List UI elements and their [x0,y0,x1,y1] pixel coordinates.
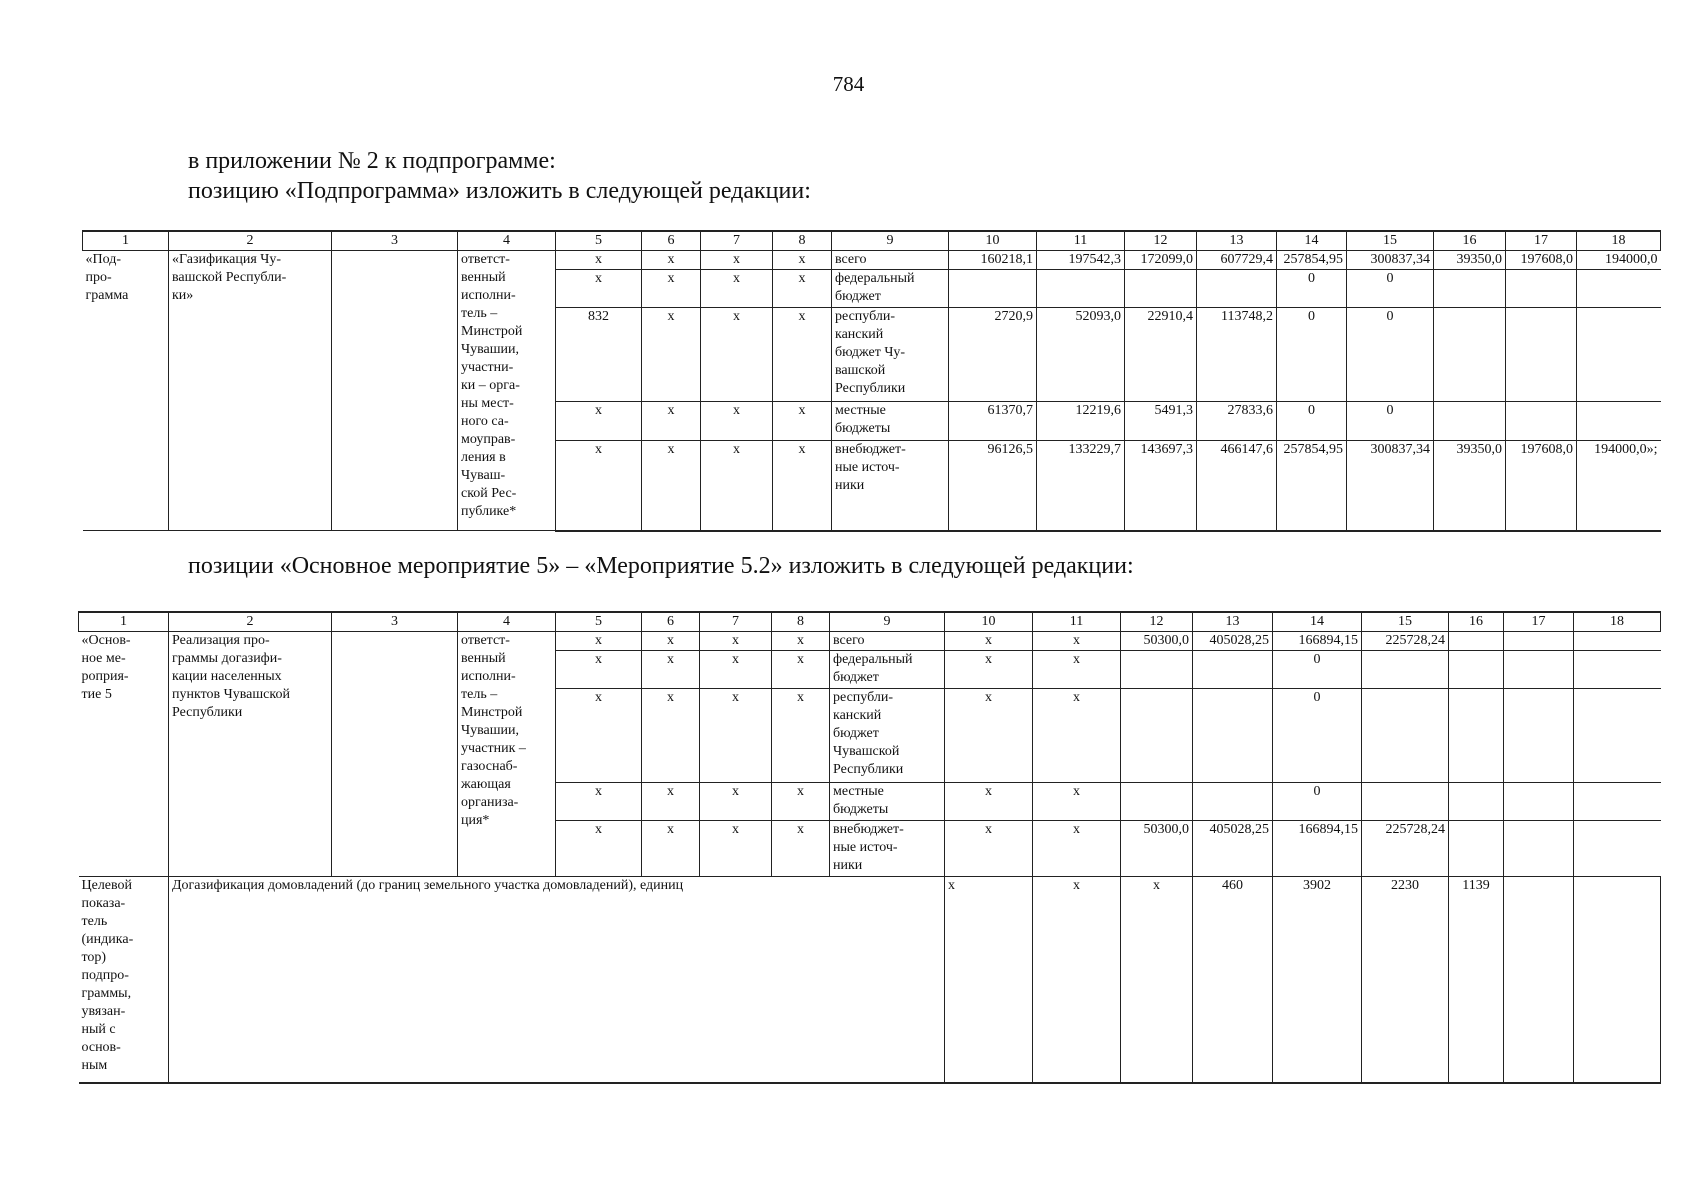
amount-cell [1362,651,1449,689]
amount-cell: x [945,689,1033,783]
funding-source: всего [830,632,945,651]
amount-cell: 166894,15 [1273,821,1362,877]
amount-cell: 194000,0 [1577,251,1661,270]
indicator-value: x [1033,877,1121,1083]
amount-cell: 96126,5 [949,441,1037,531]
vr-code: x [773,251,832,270]
csr-code: x [700,632,772,651]
rz-pr-code: x [642,689,700,783]
amount-cell: 257854,95 [1277,441,1347,531]
grbs-code: x [556,441,642,531]
indicator-value [1504,877,1574,1083]
empty-cell [332,251,458,531]
amount-cell [1449,821,1504,877]
amount-cell [1362,689,1449,783]
amount-cell [1577,270,1661,308]
rz-pr-code: x [642,441,701,531]
column-number: 1 [83,231,169,251]
amount-cell [1504,632,1574,651]
amount-cell: 27833,6 [1197,402,1277,441]
grbs-code: x [556,251,642,270]
rz-pr-code: x [642,402,701,441]
amount-cell: 0 [1347,402,1434,441]
amount-cell: 61370,7 [949,402,1037,441]
funding-source: местные бюджеты [832,402,949,441]
csr-code: x [700,821,772,877]
rz-pr-code: x [642,821,700,877]
amount-cell [1504,821,1574,877]
column-number: 12 [1125,231,1197,251]
heading-subprogram-position: позицию «Подпрограмма» изложить в следующей редакции: [188,178,811,204]
amount-cell [1449,632,1504,651]
amount-cell: 0 [1273,689,1362,783]
amount-cell: 405028,25 [1193,821,1273,877]
indicator-value: x [1121,877,1193,1083]
amount-cell: 0 [1273,651,1362,689]
funding-source: республи- канский бюджет Чувашской Республики [830,689,945,783]
amount-cell [1574,651,1661,689]
column-number: 18 [1577,231,1661,251]
column-number: 14 [1273,612,1362,632]
main-activity-table [78,611,1661,1084]
column-number: 18 [1574,612,1661,632]
grbs-code: x [556,402,642,441]
column-number: 6 [642,231,701,251]
amount-cell: x [1033,689,1121,783]
amount-cell [1434,402,1506,441]
column-number: 3 [332,231,458,251]
amount-cell: x [1033,651,1121,689]
amount-cell: 133229,7 [1037,441,1125,531]
column-number: 2 [169,231,332,251]
amount-cell: x [945,632,1033,651]
table-header-row [79,612,1661,632]
vr-code: x [772,689,830,783]
responsible-executor: ответст- венный исполни- тель – Минстрой Чувашии, участник – газоснаб- жающая организа- ция* [458,632,556,877]
amount-cell [1125,270,1197,308]
subprogram-name: «Газификация Чу- вашской Республи- ки» [169,251,332,531]
amount-cell: 113748,2 [1197,308,1277,402]
indicator-value: 2230 [1362,877,1449,1083]
vr-code: x [772,821,830,877]
funding-source: федеральный бюджет [830,651,945,689]
amount-cell [1037,270,1125,308]
column-number: 4 [458,612,556,632]
amount-cell [1434,270,1506,308]
amount-cell [1193,689,1273,783]
heading-appendix: в приложении № 2 к подпрограмме: [188,148,556,174]
column-number: 1 [79,612,169,632]
grbs-code: x [556,651,642,689]
grbs-code: x [556,821,642,877]
column-number: 7 [700,612,772,632]
column-number: 9 [832,231,949,251]
vr-code: x [772,632,830,651]
column-number: 13 [1193,612,1273,632]
amount-cell [1574,689,1661,783]
amount-cell: x [1033,821,1121,877]
column-number: 2 [169,612,332,632]
vr-code: x [772,651,830,689]
amount-cell [1504,651,1574,689]
column-number: 14 [1277,231,1347,251]
amount-cell: 225728,24 [1362,821,1449,877]
amount-cell: 0 [1277,402,1347,441]
amount-cell: 143697,3 [1125,441,1197,531]
column-number: 4 [458,231,556,251]
amount-cell [1121,689,1193,783]
funding-source: федеральный бюджет [832,270,949,308]
rz-pr-code: x [642,783,700,821]
amount-cell: 160218,1 [949,251,1037,270]
funding-source: всего [832,251,949,270]
amount-cell [1577,308,1661,402]
csr-code: x [700,651,772,689]
column-number: 10 [949,231,1037,251]
amount-cell [1193,783,1273,821]
rz-pr-code: x [642,251,701,270]
amount-cell [1121,783,1193,821]
amount-cell [1577,402,1661,441]
column-number: 7 [701,231,773,251]
column-number: 10 [945,612,1033,632]
amount-cell: x [1033,632,1121,651]
vr-code: x [773,402,832,441]
amount-cell: 194000,0»; [1577,441,1661,531]
amount-cell: 300837,34 [1347,441,1434,531]
amount-cell: 225728,24 [1362,632,1449,651]
amount-cell [1193,651,1273,689]
amount-cell: 39350,0 [1434,441,1506,531]
amount-cell: 22910,4 [1125,308,1197,402]
indicator-c9: x [945,877,1033,1083]
amount-cell: 466147,6 [1197,441,1277,531]
amount-cell: x [945,783,1033,821]
column-number: 15 [1362,612,1449,632]
amount-cell [949,270,1037,308]
column-number: 12 [1121,612,1193,632]
main-activity-name: Реализация про- граммы догазифи- кации населенных пунктов Чувашской Республики [169,632,332,877]
empty-cell [332,632,458,877]
amount-cell: x [945,821,1033,877]
table-row [79,632,1661,651]
table-header-row [83,231,1661,251]
amount-cell [1506,402,1577,441]
amount-cell: 166894,15 [1273,632,1362,651]
rz-pr-code: x [642,270,701,308]
amount-cell: 197542,3 [1037,251,1125,270]
indicator-value: 1139 [1449,877,1504,1083]
responsible-executor: ответст- венный исполни- тель – Минстрой Чувашии, участни- ки – орга- ны мест- ного са- моуправ- ления в Чуваш- ской Рес- публике* [458,251,556,531]
amount-cell: 39350,0 [1434,251,1506,270]
column-number: 11 [1037,231,1125,251]
heading-main-activity-positions: позиции «Основное мероприятие 5» – «Мероприятие 5.2» изложить в следующей редакции: [188,553,1134,579]
amount-cell: 12219,6 [1037,402,1125,441]
funding-source: республи- канский бюджет Чу- вашской Республики [832,308,949,402]
column-number: 16 [1449,612,1504,632]
amount-cell: 197608,0 [1506,251,1577,270]
indicator-value [1574,877,1661,1083]
funding-source: внебюджет- ные источ- ники [832,441,949,531]
column-number: 6 [642,612,700,632]
amount-cell: 300837,34 [1347,251,1434,270]
amount-cell: 607729,4 [1197,251,1277,270]
rz-pr-code: x [642,308,701,402]
amount-cell: 0 [1277,308,1347,402]
grbs-code: x [556,689,642,783]
column-number: 8 [772,612,830,632]
amount-cell: 0 [1277,270,1347,308]
csr-code: x [701,441,773,531]
amount-cell [1506,270,1577,308]
subprogram-table [82,230,1661,532]
indicator-description: Догазификация домовладений (до границ земельного участка домовладений), единиц [169,877,945,1083]
csr-code: x [700,689,772,783]
column-number: 9 [830,612,945,632]
grbs-code: x [556,270,642,308]
column-number: 17 [1506,231,1577,251]
column-number: 16 [1434,231,1506,251]
amount-cell [1449,651,1504,689]
indicator-value: 460 [1193,877,1273,1083]
grbs-code: x [556,783,642,821]
table-row [83,251,1661,270]
indicator-row [79,877,1661,1083]
vr-code: x [772,783,830,821]
amount-cell [1121,651,1193,689]
csr-code: x [701,308,773,402]
amount-cell: 2720,9 [949,308,1037,402]
amount-cell: 52093,0 [1037,308,1125,402]
amount-cell: x [945,651,1033,689]
page-number: 784 [832,72,865,96]
amount-cell: 257854,95 [1277,251,1347,270]
subprogram-label: «Под- про- грамма [83,251,169,531]
amount-cell [1362,783,1449,821]
indicator-label: Целевой показа- тель (индика- тор) подпро- граммы, увязан- ный с основ- ным [79,877,169,1083]
grbs-code: x [556,632,642,651]
amount-cell: 0 [1273,783,1362,821]
amount-cell: 0 [1347,270,1434,308]
amount-cell [1574,821,1661,877]
main-activity-label: «Основ- ное ме- роприя- тие 5 [79,632,169,877]
grbs-code: 832 [556,308,642,402]
column-number: 5 [556,612,642,632]
amount-cell [1504,689,1574,783]
amount-cell [1434,308,1506,402]
funding-source: внебюджет- ные источ- ники [830,821,945,877]
vr-code: x [773,308,832,402]
csr-code: x [701,402,773,441]
csr-code: x [700,783,772,821]
amount-cell [1574,783,1661,821]
amount-cell: 50300,0 [1121,821,1193,877]
column-number: 3 [332,612,458,632]
amount-cell [1504,783,1574,821]
amount-cell [1506,308,1577,402]
column-number: 13 [1197,231,1277,251]
column-number: 8 [773,231,832,251]
indicator-value: 3902 [1273,877,1362,1083]
amount-cell: 172099,0 [1125,251,1197,270]
amount-cell: 405028,25 [1193,632,1273,651]
amount-cell: 0 [1347,308,1434,402]
column-number: 15 [1347,231,1434,251]
column-number: 11 [1033,612,1121,632]
csr-code: x [701,270,773,308]
amount-cell: x [1033,783,1121,821]
funding-source: местные бюджеты [830,783,945,821]
amount-cell [1449,689,1504,783]
vr-code: x [773,441,832,531]
column-number: 5 [556,231,642,251]
vr-code: x [773,270,832,308]
amount-cell: 197608,0 [1506,441,1577,531]
csr-code: x [701,251,773,270]
rz-pr-code: x [642,651,700,689]
amount-cell [1197,270,1277,308]
rz-pr-code: x [642,632,700,651]
amount-cell: 50300,0 [1121,632,1193,651]
amount-cell [1449,783,1504,821]
column-number: 17 [1504,612,1574,632]
amount-cell [1574,632,1661,651]
amount-cell: 5491,3 [1125,402,1197,441]
